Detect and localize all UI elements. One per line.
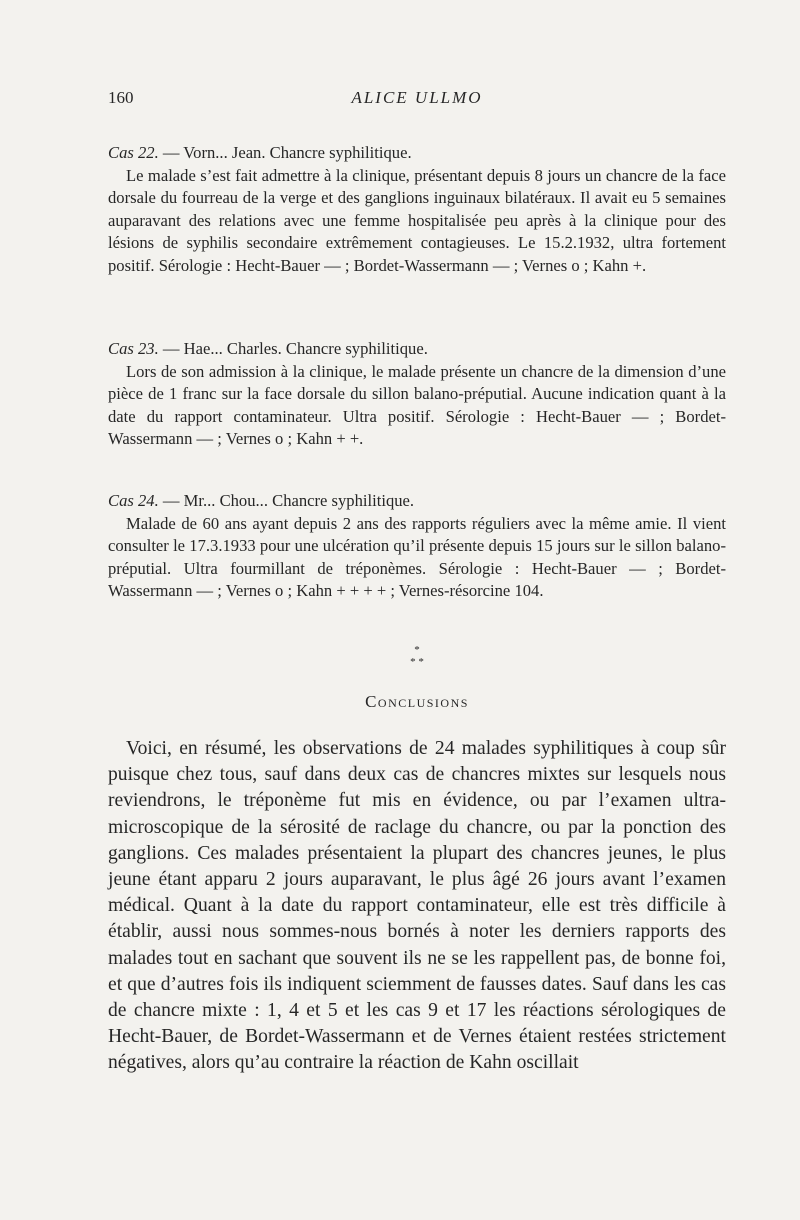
conclusion-paragraph: Voici, en résumé, les observations de 24 malades syphilitiques à coup sûr puisque chez tous, sauf dans deux cas de chancres mixtes sur lesquels nous reviendrons, le tréponème fut mis en évidence, ou par l’examen ultra-microscopique de la sérosité de raclage du chancre, ou par la ponction des ganglions. Ces malades présentaient la plupart des chancres jeunes, le plus jeune étant apparu 2 jours auparavant, le plus âgé 26 jours avant l’examen médical. Quant à la date du rapport contaminateur, elle est très difficile à établir, aussi nous sommes-nous bornés à noter les derniers rapports des malades tout en sachant que souvent ils ne se les rappellent pas, de bonne foi, et que d’autres fois ils indiquent sciemment de fausses dates. Sauf dans les cas de chancre mixte : 1, 4 et 5 et les cas 9 et 17 les réactions sérologiques de Hecht-Bauer, de Bordet-Wassermann et de Vernes étaient restées strictement négatives, alors qu’au contraire la réaction de Kahn oscillait <box>108 738 726 1074</box>
asterism-top: * <box>414 644 420 656</box>
case-title: — Vorn... Jean. Chancre syphilitique. <box>158 143 412 162</box>
case-entry <box>108 338 726 451</box>
case-body: Malade de 60 ans ayant depuis 2 ans des rapports réguliers avec la même amie. Il vient consulter le 17.3.1933 pour une ulcération qu’il présente depuis 15 jours sur le sillon balano-préputial. Ultra fourmillant de tréponèmes. Sérologie : Hecht-Bauer — ; Bordet-Wassermann — ; Vernes o ; Kahn + + + + ; Vernes-résorcine 104. <box>108 513 726 601</box>
case-number: Cas 23. <box>108 339 159 358</box>
book-page <box>108 0 726 1220</box>
asterism-separator <box>108 644 726 668</box>
case-entry <box>108 490 726 603</box>
case-number: Cas 24. <box>108 491 159 510</box>
case-body: Lors de son admission à la clinique, le malade présente un chancre de la dimension d’une pièce de 1 franc sur la face dorsale du sillon balano-préputial. Aucune indication quant à la date du rapport contaminateur. Ultra positif. Sérologie : Hecht-Bauer — ; Bordet-Wassermann — ; Vernes o ; Kahn + +. <box>108 361 726 449</box>
case-title: — Hae... Charles. Chancre syphilitique. <box>158 339 428 358</box>
case-heading <box>108 142 726 165</box>
case-body: Le malade s’est fait admettre à la clinique, présentant depuis 8 jours un chancre de la face dorsale du fourreau de la verge et des ganglions inguinaux bilatéraux. Il avait eu 5 semaines auparavant des relations avec une femme hospitalisée peu après à la clinique pour des lésions de syphilis secondaire extrêmement contagieuses. Le 15.2.1932, ultra fortement positif. Sérologie : Hecht-Bauer — ; Bordet-Wassermann — ; Vernes o ; Kahn +. <box>108 165 726 275</box>
running-title: ALICE ULLMO <box>351 88 483 107</box>
page-number: 160 <box>108 88 134 107</box>
case-number: Cas 22. <box>108 143 159 162</box>
case-entry <box>108 142 726 278</box>
case-heading <box>108 338 726 361</box>
asterism-bottom: * * <box>410 656 424 668</box>
case-heading <box>108 490 726 513</box>
case-title: — Mr... Chou... Chancre syphilitique. <box>158 491 415 510</box>
page-header <box>108 88 726 112</box>
section-title: Conclusions <box>365 692 469 711</box>
